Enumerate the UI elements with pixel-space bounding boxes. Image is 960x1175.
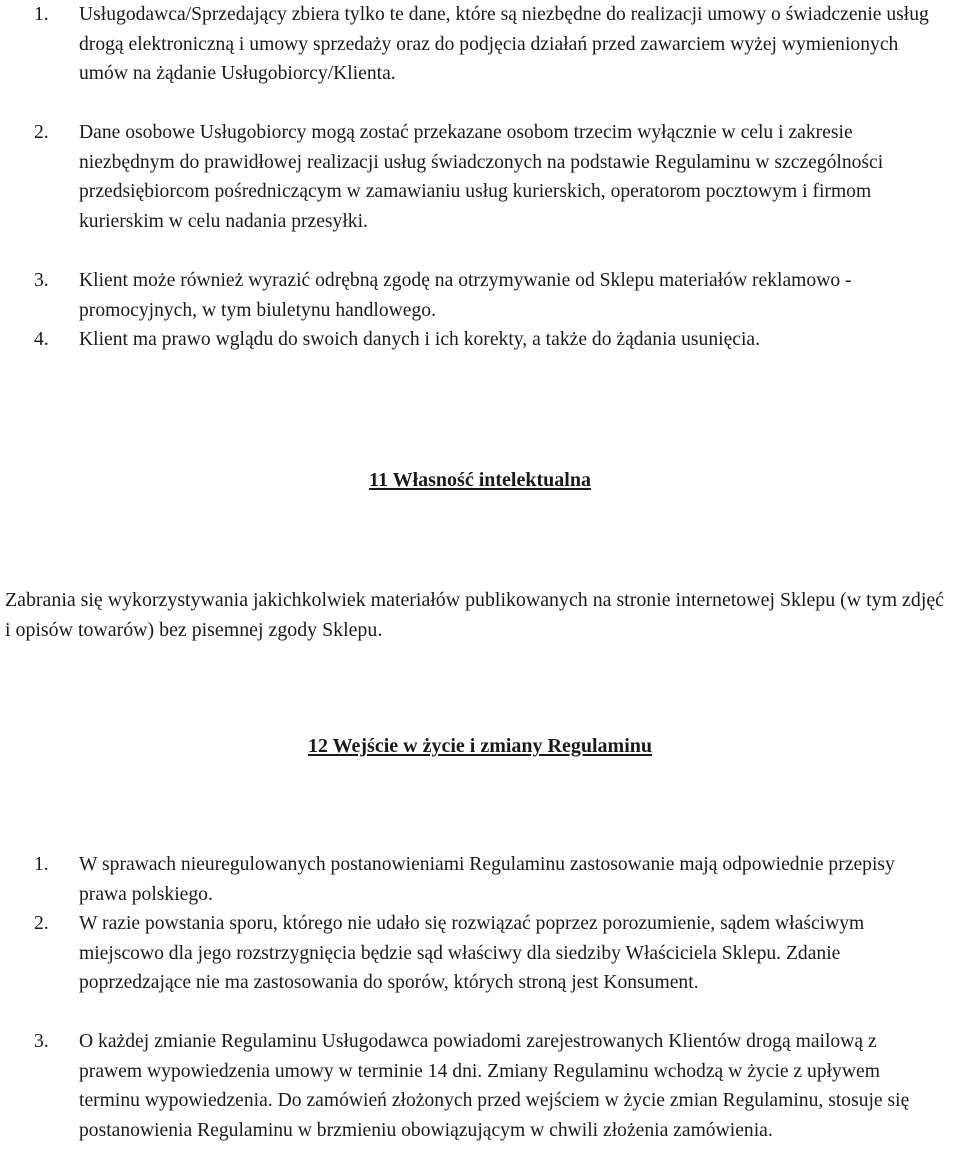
list-item-text: Usługodawca/Sprzedający zbiera tylko te dane, które są niezbędne do realizacji umowy o świadczenie usług drogą elektroniczną i umowy sprzedaży oraz do podjęcia działań przed zawarciem wyżej wymienionych umów na żądanie Usługobiorcy/Klienta. — [79, 4, 929, 85]
regulations-list — [0, 850, 939, 1175]
list-number: 4. — [34, 329, 49, 350]
list-number: 2. — [34, 122, 49, 143]
list-item-text: O każdej zmianie Regulaminu Usługodawca powiadomi zarejestrowanych Klientów drogą mailową z prawem wypowiedzenia umowy w terminie 14 dni. Zmiany Regulaminu wchodzą w życie z upływem terminu wypowiedzenia. Do zamówień złożonych przed wejściem w życie zmian Regulaminu, stosuje się postanowienia Regulaminu w brzmieniu obowiązującym w chwili złożenia zamówienia. — [79, 1031, 910, 1141]
list-number: 1. — [34, 4, 49, 25]
list-number: 2. — [34, 913, 49, 934]
list-item — [0, 850, 939, 909]
list-item — [0, 325, 939, 384]
list-item-text: Klient ma prawo wglądu do swoich danych i ich korekty, a także do żądania usunięcia. — [79, 329, 761, 350]
section-paragraph: Zabrania się wykorzystywania jakichkolwiek materiałów publikowanych na stronie internetowej Sklepu (w tym zdjęć i opisów towarów) bez pisemnej zgody Sklepu. — [5, 589, 944, 641]
list-item-text: Dane osobowe Usługobiorcy mogą zostać przekazane osobom trzecim wyłącznie w celu i zakresie niezbędnym do prawidłowej realizacji usług świadczonych na podstawie Regulaminu w szczególności przedsiębiorcom pośredniczącym w zamawianiu usług kurierskich, operatorom pocztowym i firmom kurierskim w celu nadania przesyłki. — [79, 122, 884, 232]
list-item — [0, 118, 939, 266]
list-item-text: Klient może również wyrazić odrębną zgodę na otrzymywanie od Sklepu materiałów reklamowo - promocyjnych, w tym biuletynu handlowego. — [79, 270, 852, 321]
list-item-text: W razie powstania sporu, którego nie udało się rozwiązać poprzez porozumienie, sądem właściwym miejscowo dla jego rozstrzygnięcia będzie sąd właściwy dla siedziby Właściciela Sklepu. Zdanie poprzedzające nie ma zastosowania do sporów, których stroną jest Konsument. — [79, 913, 865, 994]
list-number: 3. — [34, 1031, 49, 1052]
list-number: 3. — [34, 270, 49, 291]
section-heading — [0, 732, 960, 762]
data-protection-list — [0, 0, 939, 384]
list-item — [0, 0, 939, 118]
section-heading-text: 12 Wejście w życie i zmiany Regulaminu — [307, 735, 653, 757]
list-item — [0, 909, 939, 1027]
section-heading-text: 11 Własność intelektualna — [369, 469, 591, 491]
list-item — [0, 266, 939, 325]
section-heading — [0, 466, 960, 496]
list-item — [0, 1027, 939, 1175]
list-item-text: W sprawach nieuregulowanych postanowieniami Regulaminu zastosowanie mają odpowiednie przepisy prawa polskiego. — [79, 854, 895, 905]
list-number: 1. — [34, 854, 49, 875]
